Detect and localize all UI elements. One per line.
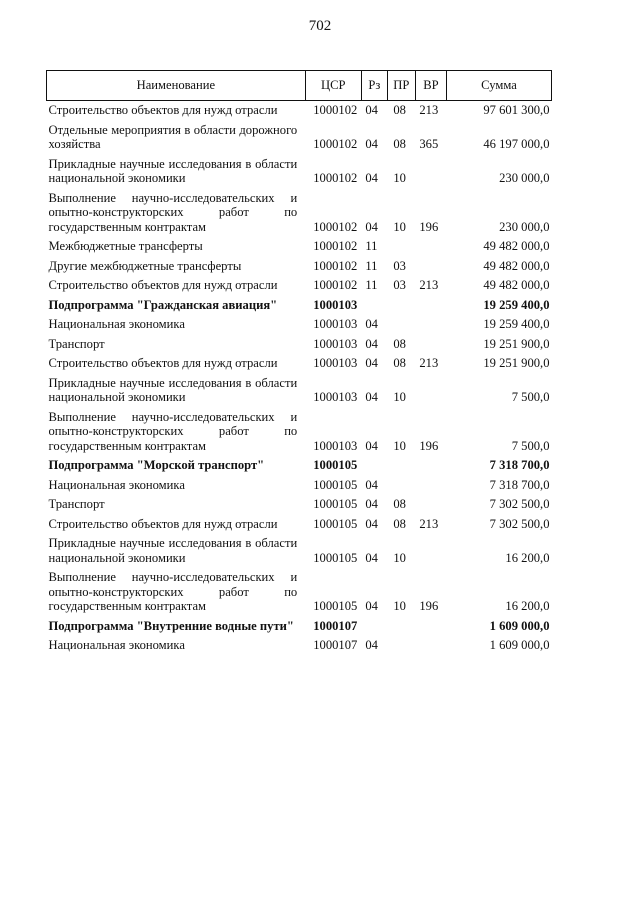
cell-rz: 04: [365, 550, 378, 565]
cell-csr: 1000105: [313, 477, 358, 492]
header-csr: ЦСР: [305, 71, 361, 101]
cell-vr: [415, 155, 446, 189]
cell-csr: 1000102: [313, 171, 358, 185]
table-row: [47, 257, 552, 277]
cell-vr: 196: [419, 219, 439, 234]
cell-sum: 19 251 900,0: [483, 336, 550, 351]
table-row-subprogram: [47, 296, 552, 316]
table-body: [47, 101, 552, 656]
table-row-subprogram: [47, 456, 552, 476]
table-row: [47, 408, 552, 457]
cell-pr: [387, 476, 415, 496]
cell-csr: 1000103: [313, 297, 358, 312]
cell-csr: 1000103: [313, 390, 358, 404]
cell-sum: 49 482 000,0: [483, 239, 550, 253]
cell-sum: 7 500,0: [511, 438, 550, 453]
cell-csr: 1000102: [313, 278, 358, 292]
cell-rz: 11: [365, 258, 378, 273]
cell-vr: [415, 296, 446, 316]
cell-sum: 230 000,0: [499, 219, 550, 234]
cell-name: Строительство объектов для нужд отрасли: [48, 356, 278, 370]
cell-pr: 08: [393, 356, 406, 370]
header-vr: ВР: [415, 71, 446, 101]
cell-rz: 04: [365, 599, 378, 613]
cell-rz: 04: [365, 137, 378, 151]
cell-pr: [387, 237, 415, 257]
cell-vr: 196: [419, 438, 439, 453]
cell-csr: 1000105: [313, 516, 358, 531]
cell-name: Национальная экономика: [48, 317, 185, 331]
table-row: [47, 636, 552, 656]
cell-pr: 08: [393, 137, 406, 151]
cell-name: Строительство объектов для нужд отрасли: [48, 516, 278, 531]
cell-vr: 196: [419, 599, 439, 613]
cell-pr: 03: [393, 278, 406, 292]
cell-vr: [415, 476, 446, 496]
cell-pr: 08: [393, 103, 406, 117]
budget-table: [46, 70, 552, 656]
table-row: [47, 101, 552, 121]
cell-name: Выполнение научно-исследовательских и опытно-конструкторских работ по государственным контрактам: [48, 190, 298, 234]
header-name: Наименование: [47, 71, 306, 101]
table-row: [47, 315, 552, 335]
cell-rz: 11: [365, 239, 378, 253]
cell-name: Другие межбюджетные трансферты: [48, 258, 242, 273]
cell-csr: 1000103: [313, 438, 358, 453]
cell-csr: 1000103: [313, 317, 358, 331]
cell-name: Отдельные мероприятия в области дорожного хозяйства: [48, 122, 298, 151]
cell-name: Прикладные научные исследования в области национальной экономики: [48, 156, 298, 185]
cell-rz: [361, 296, 387, 316]
cell-vr: [415, 456, 446, 476]
cell-pr: 03: [393, 258, 406, 273]
cell-csr: 1000103: [313, 336, 358, 351]
table-row: [47, 476, 552, 496]
cell-rz: 04: [365, 219, 378, 234]
cell-csr: 1000102: [313, 219, 358, 234]
cell-sum: 97 601 300,0: [483, 103, 550, 117]
cell-rz: 04: [365, 516, 378, 531]
cell-csr: 1000103: [313, 356, 358, 370]
header-pr: ПР: [387, 71, 415, 101]
cell-pr: 10: [393, 390, 406, 404]
cell-vr: 213: [419, 278, 439, 292]
table-row: [47, 568, 552, 617]
cell-sum: 16 200,0: [505, 599, 550, 613]
cell-pr: 10: [393, 171, 406, 185]
cell-pr: [387, 456, 415, 476]
table-row: [47, 155, 552, 189]
cell-name: Подпрограмма "Внутренние водные пути": [48, 618, 294, 633]
table-row: [47, 515, 552, 535]
cell-sum: 19 259 400,0: [483, 317, 550, 331]
table-row: [47, 374, 552, 408]
table-row-subprogram: [47, 617, 552, 637]
cell-csr: 1000102: [313, 239, 358, 253]
cell-vr: 365: [419, 137, 439, 151]
cell-vr: [415, 534, 446, 568]
cell-csr: 1000102: [313, 137, 358, 151]
cell-rz: 04: [365, 171, 378, 185]
cell-rz: 04: [365, 477, 378, 492]
cell-sum: 49 482 000,0: [483, 258, 550, 273]
header-sum: Сумма: [447, 71, 552, 101]
cell-pr: [387, 315, 415, 335]
table-row: [47, 121, 552, 155]
cell-name: Строительство объектов для нужд отрасли: [48, 278, 278, 292]
cell-vr: [415, 495, 446, 515]
cell-sum: 230 000,0: [499, 171, 550, 185]
cell-name: Подпрограмма "Морской транспорт": [48, 458, 265, 472]
cell-rz: 04: [365, 336, 378, 351]
header-rz: Рз: [361, 71, 387, 101]
cell-csr: 1000105: [313, 550, 358, 565]
cell-sum: 7 302 500,0: [489, 497, 550, 511]
cell-pr: [387, 296, 415, 316]
cell-sum: 7 500,0: [511, 390, 550, 404]
cell-csr: 1000105: [313, 497, 358, 511]
cell-csr: 1000105: [313, 599, 358, 613]
cell-csr: 1000102: [313, 103, 358, 117]
cell-sum: 16 200,0: [505, 550, 550, 565]
cell-sum: 1 609 000,0: [489, 638, 550, 652]
cell-name: Транспорт: [48, 497, 105, 511]
cell-csr: 1000107: [313, 638, 358, 652]
cell-vr: 213: [419, 516, 439, 531]
cell-pr: 10: [393, 438, 406, 453]
cell-name: Выполнение научно-исследовательских и опытно-конструкторских работ по государственным контрактам: [48, 409, 298, 453]
cell-sum: 7 318 700,0: [489, 458, 550, 472]
cell-rz: 04: [365, 317, 378, 331]
cell-rz: 11: [365, 278, 378, 292]
cell-vr: [415, 335, 446, 355]
cell-sum: 19 251 900,0: [483, 356, 550, 370]
cell-sum: 7 318 700,0: [489, 477, 550, 492]
table-row: [47, 276, 552, 296]
cell-pr: 10: [393, 599, 406, 613]
cell-pr: 10: [393, 550, 406, 565]
cell-pr: [387, 636, 415, 656]
cell-vr: [415, 374, 446, 408]
cell-pr: 08: [393, 516, 406, 531]
cell-vr: 213: [419, 356, 439, 370]
cell-rz: 04: [365, 103, 378, 117]
table-header: [47, 71, 552, 101]
cell-vr: [415, 617, 446, 637]
cell-rz: 04: [365, 356, 378, 370]
cell-pr: 10: [393, 219, 406, 234]
cell-sum: 19 259 400,0: [483, 297, 550, 312]
cell-rz: 04: [365, 438, 378, 453]
page-number: 702: [308, 18, 332, 34]
cell-name: Прикладные научные исследования в области национальной экономики: [48, 536, 298, 565]
cell-vr: [415, 636, 446, 656]
cell-vr: [415, 257, 446, 277]
table-row: [47, 495, 552, 515]
cell-csr: 1000105: [313, 458, 358, 472]
cell-rz: 04: [365, 497, 378, 511]
cell-vr: [415, 237, 446, 257]
cell-name: Подпрограмма "Гражданская авиация": [48, 297, 278, 312]
cell-sum: 1 609 000,0: [489, 618, 550, 633]
cell-name: Национальная экономика: [48, 477, 185, 492]
table-row: [47, 335, 552, 355]
cell-name: Строительство объектов для нужд отрасли: [48, 103, 278, 117]
table-row: [47, 237, 552, 257]
cell-name: Межбюджетные трансферты: [48, 239, 203, 253]
cell-rz: 04: [365, 638, 378, 652]
cell-rz: [361, 617, 387, 637]
cell-csr: 1000102: [313, 258, 358, 273]
table-row: [47, 534, 552, 568]
cell-name: Выполнение научно-исследовательских и опытно-конструкторских работ по государственным контрактам: [48, 570, 298, 613]
cell-vr: [415, 315, 446, 335]
cell-pr: 08: [393, 497, 406, 511]
cell-rz: 04: [365, 390, 378, 404]
cell-name: Прикладные научные исследования в области национальной экономики: [48, 375, 298, 404]
table-row: [47, 189, 552, 238]
cell-pr: [387, 617, 415, 637]
cell-rz: [361, 456, 387, 476]
cell-sum: 46 197 000,0: [483, 137, 550, 151]
cell-vr: 213: [419, 103, 439, 117]
table-row: [47, 354, 552, 374]
cell-sum: 7 302 500,0: [489, 516, 550, 531]
cell-name: Национальная экономика: [48, 638, 185, 652]
cell-pr: 08: [393, 336, 406, 351]
cell-name: Транспорт: [48, 336, 105, 351]
cell-csr: 1000107: [313, 618, 358, 633]
header-row: [47, 71, 552, 101]
cell-sum: 49 482 000,0: [483, 278, 550, 292]
